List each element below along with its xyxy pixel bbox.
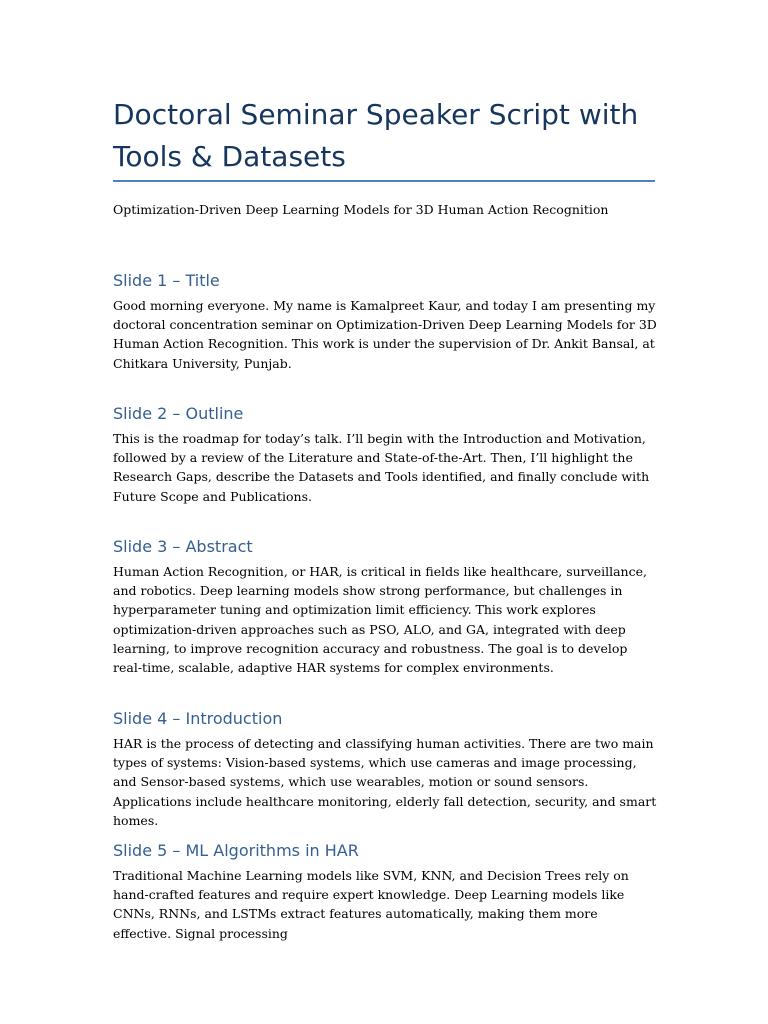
section-heading: Slide 5 – ML Algorithms in HAR [113,841,359,860]
section-slide-1 [113,270,658,373]
section-slide-2 [113,403,658,506]
title-divider [113,180,655,182]
document-title: Doctoral Seminar Speaker Script with Tools & Datasets [113,98,639,173]
section-slide-4 [113,708,658,830]
document-subtitle: Optimization-Driven Deep Learning Models for 3D Human Action Recognition [113,202,609,217]
section-body: Good morning everyone. My name is Kamalpreet Kaur, and today I am presenting my doctoral concentration seminar on Optimization-Driven Deep Learning Models for 3D Human Action Recognition. This work is under the supervision of Dr. Ankit Bansal, at Chitkara University, Punjab. [113,298,657,371]
section-heading: Slide 1 – Title [113,271,220,290]
section-body: Traditional Machine Learning models like SVM, KNN, and Decision Trees rely on hand-crafted features and require expert knowledge. Deep Learning models like CNNs, RNNs, and LSTMs extract features automatically, making them more effective. Signal processing [113,868,629,941]
section-body: This is the roadmap for today’s talk. I’ll begin with the Introduction and Motivation, followed by a review of the Literature and State-of-the-Art. Then, I’ll highlight the Research Gaps, describe the Datasets and Tools identified, and finally conclude with Future Scope and Publications. [113,431,650,504]
section-slide-5 [113,840,658,943]
section-heading: Slide 4 – Introduction [113,709,283,728]
section-heading: Slide 3 – Abstract [113,537,253,556]
section-slide-3 [113,536,658,677]
section-body: Human Action Recognition, or HAR, is critical in fields like healthcare, surveillance, and robotics. Deep learning models show strong performance, but challenges in hyperparameter tuning and optimization limit efficiency. This work explores optimization-driven approaches such as PSO, ALO, and GA, integrated with deep learning, to improve recognition accuracy and robustness. The goal is to develop real-time, scalable, adaptive HAR systems for complex environments. [113,564,647,676]
section-heading: Slide 2 – Outline [113,404,244,423]
section-body: HAR is the process of detecting and classifying human activities. There are two main types of systems: Vision-based systems, which use cameras and image processing, and Sensor-based systems, which use wearables, motion or sound sensors. Applications include healthcare monitoring, elderly fall detection, security, and smart homes. [113,736,657,828]
